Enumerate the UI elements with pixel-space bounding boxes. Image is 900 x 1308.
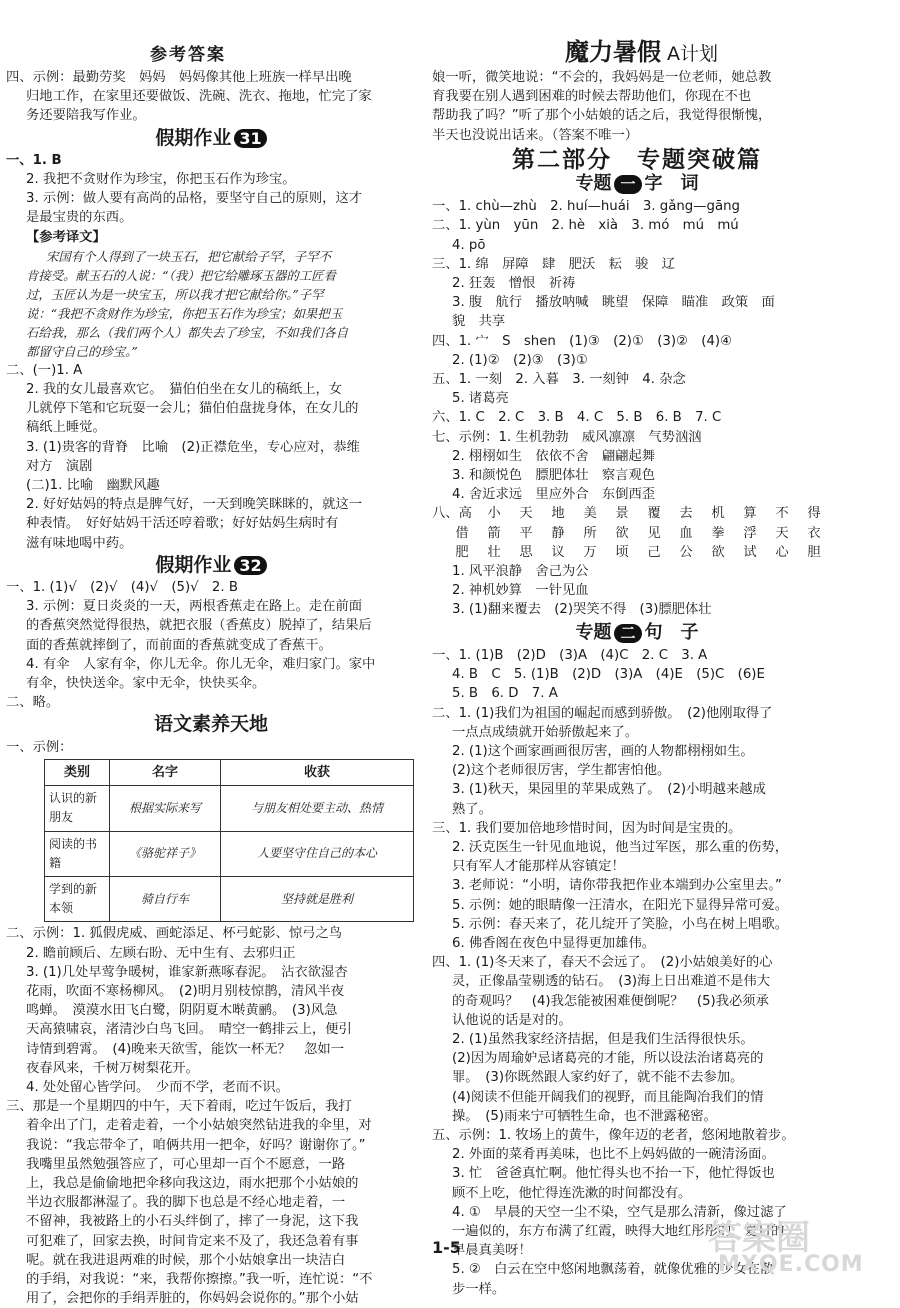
grid-cell: 去: [679, 506, 693, 522]
topic-name: 字 词: [644, 173, 699, 195]
text-line: 说：“我把不贪财作为珍宝，你把玉石作为珍宝；如果把玉: [26, 305, 343, 321]
text-line: 面的香蕉就摔倒了，而前面的香蕉就变成了香蕉干。: [26, 637, 332, 653]
grid-cell: 算: [743, 506, 757, 522]
grid-cell: 美: [583, 506, 597, 522]
text-line: 种表情。 好好姑妈干活还哼着歌；好好姑妈生病时有: [26, 516, 339, 532]
text-line: 3. 示例：做人要有高尚的品格，要坚守自己的原则，这才: [26, 191, 363, 207]
table-row: [45, 786, 414, 831]
text-line: 三、那是一个星期四的中午，天下着雨，吃过午饭后，我打: [6, 1099, 352, 1115]
text-line: 二、1. (1)我们为祖国的崛起而感到骄傲。 (2)他刚取得了: [432, 705, 773, 721]
grid-cell: 机: [711, 506, 725, 522]
section-title-32: [6, 553, 416, 576]
table-header: 类别: [45, 759, 110, 785]
grid-cell: 万: [583, 544, 597, 560]
text-line: 儿就停下笔和它玩耍一会儿；猫伯伯盘拢身体，在女儿的: [26, 401, 359, 417]
text-line: 用了，会把你的手绢弄脏的，你妈妈会说你的。”那个小姑: [26, 1291, 359, 1307]
topic-prefix: 专题: [575, 173, 612, 195]
brand-subtitle: A计划: [667, 43, 718, 65]
text-line: 6. 佛香阁在夜色中显得更加雄伟。: [452, 935, 656, 951]
text-line: 四、1. 宀 S shen (1)③ (2)① (3)② (4)④: [432, 333, 733, 349]
grid-cell: 心: [775, 544, 789, 560]
grid-cell: 血: [679, 525, 693, 541]
grid-cell: 得: [807, 506, 821, 522]
section-number-badge: 31: [234, 129, 266, 148]
text-line: 4. pō: [452, 237, 486, 253]
grid-cell: 箭: [487, 525, 501, 541]
text-line: 娘一听，微笑地说：“不会的，我妈妈是一位老师，她总教: [432, 70, 772, 85]
text-line: 只有军人才能那样从容镇定！: [452, 859, 625, 875]
text-line: 2. 栩栩如生 依依不舍 翩翩起舞: [452, 448, 656, 464]
table-cell: 根据实际来写: [110, 786, 221, 831]
grid-cell: 覆: [647, 506, 661, 522]
text-line: 2. (1)② (2)③ (3)①: [452, 352, 588, 368]
translation-block: [6, 247, 416, 361]
grid-cell: 公: [679, 544, 693, 560]
grid-row: [432, 504, 842, 523]
grid-cell: 天: [519, 506, 533, 522]
text-line: 着伞出了门，走着走着，一个小姑娘突然钻进我的伞里，对: [26, 1118, 372, 1134]
text-line: 一、1. (1)B (2)D (3)A (4)C 2. C 3. A: [432, 647, 708, 663]
table-cell: 与朋友相处要主动、热情: [220, 786, 413, 831]
grid-cell: 试: [743, 544, 757, 560]
grid-cell: 平: [519, 525, 533, 541]
text-line: 不留神，我被路上的小石头绊倒了，摔了一身泥，这下我: [26, 1214, 359, 1230]
grid-cell: 衣: [807, 525, 821, 541]
text-line: (2)这个老师很厉害，学生都害怕他。: [452, 763, 671, 779]
grid-row: [432, 524, 842, 543]
text-line: 七、示例：1. 生机勃勃 威风凛凛 气势汹汹: [432, 429, 702, 445]
text-line: 4. ① 早晨的天空一尘不染，空气是那么清新，像过滤了: [452, 1204, 787, 1220]
text-line: (4)阅读不但能开阔我们的视野，而且能陶冶我们的情: [452, 1089, 764, 1105]
text-line: 一、1. B: [6, 152, 62, 168]
text-line: 三、1. 绵 屏障 肆 肥沃 耘 骏 辽: [432, 256, 675, 272]
section-title-literacy: 语文素养天地: [153, 713, 268, 736]
text-line: 诗情到碧霄。 (4)晚来天欲雪，能饮一杯无？ 忽如一: [26, 1041, 345, 1057]
text-line: 一点点成绩就开始骄傲起来了。: [452, 724, 639, 740]
grid-cell: 静: [551, 525, 565, 541]
text-line: 育我要在别人遇到困难的时候去帮助他们，你现在不也: [432, 89, 752, 105]
text-line: 四、1. (1)冬天来了，春天不会远了。 (2)小姑娘美好的心: [432, 955, 773, 971]
text-line: 5. 诸葛亮: [452, 391, 509, 407]
table-cell: 阅读的书籍: [45, 831, 110, 876]
table-cell: 《骆驼祥子》: [110, 831, 221, 876]
grid-cell: 顷: [615, 544, 629, 560]
watermark-url: MXQE.COM: [718, 1252, 864, 1277]
table-cell: 认识的新朋友: [45, 786, 110, 831]
grid-cell: 小: [487, 506, 501, 522]
text-line: 3. (1)翻来覆去 (2)哭笑不得 (3)膘肥体壮: [452, 602, 712, 618]
text-line: 半天也没说出话来。（答案不唯一）: [432, 127, 639, 143]
text-line: 四、示例：最勤劳奖 妈妈 妈妈像其他上班族一样早出晚: [6, 70, 352, 85]
text-line: 肯接受。献玉石的人说：“（我）把它给雕琢玉器的工匠看: [26, 267, 336, 283]
grid-cell: 欲: [615, 525, 629, 541]
text-line: 2. 狂轰 憎恨 祈祷: [452, 276, 576, 292]
grid-cell: 景: [615, 506, 629, 522]
text-line: 我说：“我忘带伞了，咱俩共用一把伞，好吗？谢谢你了。”: [26, 1137, 366, 1153]
text-line: 4. 有伞 人家有伞，你儿无伞。你儿无伞，难归家门。家中: [26, 656, 376, 672]
text-line: 2. 瞻前顾后、左顾右盼、无中生有、去邪归正: [26, 945, 296, 961]
section-title-text: 假期作业: [155, 126, 232, 149]
text-line: 滋有味地喝中药。: [26, 535, 133, 551]
topic-number-badge: 一: [614, 175, 641, 194]
text-line: 对方 演剧: [26, 458, 93, 474]
grid-cell: 借: [455, 525, 469, 541]
text-line: 二、1. yùn yūn 2. hè xià 3. mó mú mú: [432, 218, 739, 234]
text-line: 顾不上吃，他忙得连洗漱的时间都没有。: [452, 1185, 692, 1201]
text-line: 3. 腹 航行 播放呐喊 眺望 保障 瞄准 政策 面: [452, 295, 775, 311]
text-line: 5. B 6. D 7. A: [452, 686, 558, 702]
text-line: 二、(一)1. A: [6, 362, 83, 378]
text-line: 2. 我把不贪财作为珍宝，你把玉石作为珍宝。: [26, 172, 296, 188]
text-line: 认他说的话是对的。: [452, 1012, 572, 1028]
text-line: 3. 示例：夏日炎炎的一天，两根香蕉走在路上。走在前面: [26, 599, 363, 615]
table-header: 名字: [110, 759, 221, 785]
grid-cell: 浮: [743, 525, 757, 541]
text-line: 天高猿啸哀，渚清沙白鸟飞回。 晴空一鹤排云上，便引: [26, 1022, 352, 1038]
text-line: 操。 (5)雨来宁可牺牲生命，也不泄露秘密。: [452, 1108, 717, 1124]
watermark-logo: 答案圈: [708, 1218, 810, 1258]
table-row: [45, 831, 414, 876]
header-left-title: 参考答案: [150, 45, 226, 65]
text-line: 务还要陪我写作业。: [26, 108, 146, 124]
brand-title: 魔力暑假: [565, 38, 661, 66]
text-line: 2. 沃克医生一针见血地说，他当过军医，那么重的伤势，: [452, 839, 789, 855]
header-right-title: [565, 32, 718, 67]
text-line: 的手绢，对我说：“来，我帮你擦擦。”我一听，连忙说：“不: [26, 1271, 373, 1287]
text-line: 花雨，吹面不寒杨柳风。 (2)明月别枝惊鹊，清风半夜: [26, 983, 345, 999]
text-line: 稿纸上睡觉。: [26, 420, 106, 436]
text-line: 2. 神机妙算 一针见血: [452, 583, 589, 599]
text-line: 4. B C 5. (1)B (2)D (3)A (4)E (5)C (6)E: [452, 667, 765, 683]
grid-cell: 壮: [487, 544, 501, 560]
text-line: 一、1. (1)√ (2)√ (4)√ (5)√ 2. B: [6, 580, 238, 596]
topic-name: 句 子: [644, 621, 699, 643]
text-line: 帮助我了吗？”听了那个小姑娘的话之后，我觉得很惭愧，: [432, 108, 772, 124]
text-line: (二)1. 比喻 幽默风趣: [26, 478, 160, 494]
grid-cell: 胆: [807, 544, 821, 560]
text-line: 貌 共享: [452, 314, 506, 330]
text-line: 有伞，快快送伞。家中无伞，快快买伞。: [26, 676, 266, 692]
text-line: 2. 好好姑妈的特点是脾气好，一天到晚笑眯眯的，就这一: [26, 497, 363, 513]
text-line: 三、1. 我们要加倍地珍惜时间，因为时间是宝贵的。: [432, 820, 742, 836]
harvest-table: [44, 759, 414, 922]
right-column: [432, 68, 842, 1299]
text-line: 5. 示例：她的眼睛像一汪清水，在阳光下显得异常可爱。: [452, 897, 789, 913]
topic-prefix: 专题: [575, 621, 612, 643]
text-line: 3. (1)贵客的背脊 比喻 (2)正襟危坐，专心应对，恭维: [26, 439, 360, 455]
text-line: 3. (1)几处早莺争暖树，谁家新燕啄春泥。 沾衣欲湿杏: [26, 964, 348, 980]
grid-cell: 思: [519, 544, 533, 560]
text-line: 石给我，那么（我们两个人）都失去了珍宝，不如我们各自: [26, 324, 349, 340]
text-line: 一、1. chù—zhù 2. huí—huái 3. gǎng—gāng: [432, 199, 740, 215]
topic-title-sentences: [432, 623, 842, 643]
text-line: 步一样。: [452, 1281, 506, 1297]
text-line: 2. (1)虽然我家经济拮据，但是我们生活得很快乐。: [452, 1031, 754, 1047]
text-line: 鸣蝉。 漠漠水田飞白鹭，阴阴夏木啭黄鹂。 (3)风急: [26, 1003, 338, 1019]
table-header-row: [45, 759, 414, 785]
grid-cell: 肥: [455, 544, 469, 560]
text-line: 一、示例：: [6, 739, 73, 755]
topic-title-words: [432, 174, 842, 194]
text-line: 是最宝贵的东西。: [26, 210, 133, 226]
table-cell: 人要坚守住自己的本心: [220, 831, 413, 876]
character-grid: [432, 504, 842, 562]
grid-cell: 不: [775, 506, 789, 522]
text-line: 灵，正像晶莹剔透的钻石。 (3)海上日出难道不是伟大: [452, 974, 771, 990]
table-header: 收获: [220, 759, 413, 785]
text-line: 五、1. 一刻 2. 入暮 3. 一刻钟 4. 杂念: [432, 372, 686, 388]
table-cell: 骑自行车: [110, 876, 221, 921]
text-line: 六、1. C 2. C 3. B 4. C 5. B 6. B 7. C: [432, 410, 722, 426]
text-line: 半边衣服都淋湿了。我的脚下也总是不经心地走着，一: [26, 1195, 346, 1211]
section-title-text: 假期作业: [155, 553, 232, 576]
text-line: 上，我总是偷偷地把伞移向我这边，雨水把那个小姑娘的: [26, 1175, 359, 1191]
grid-cell: 己: [647, 544, 661, 560]
grid-cell: 议: [551, 544, 565, 560]
text-line: 归地工作，在家里还要做饭、洗碗、洗衣、拖地，忙完了家: [26, 89, 372, 105]
text-line: 5. 示例：春天来了，花儿绽开了笑脸，小鸟在树上唱歌。: [452, 916, 789, 932]
grid-cell: 所: [583, 525, 597, 541]
section-title-31: [6, 126, 416, 149]
text-line: 5. ② 白云在空中悠闲地飘荡着，就像优雅的少女在散: [452, 1262, 774, 1278]
section-number-badge: 32: [234, 556, 266, 575]
topic-number-badge: 二: [614, 624, 641, 643]
page-number: 1-5: [432, 1238, 461, 1257]
text-line: 都留守自己的珍宝。”: [26, 343, 138, 359]
text-line: 4. 舍近求远 里应外合 东倒西歪: [452, 487, 656, 503]
grid-cell: 地: [551, 506, 565, 522]
text-line: 我嘴里虽然勉强答应了，可心里却一百个不愿意，一路: [26, 1156, 346, 1172]
left-column: [6, 68, 416, 1308]
table-row: [45, 876, 414, 921]
table-cell: 学到的新本领: [45, 876, 110, 921]
text-line: 呢。就在我进退两难的时候，那个小姑娘拿出一块洁白: [26, 1252, 346, 1268]
text-line: 熟了。: [452, 801, 492, 817]
text-line: 的香蕉突然觉得很热，就把衣服（香蕉皮）脱掉了，结果后: [26, 618, 372, 634]
translation-label: 【参考译文】: [26, 229, 106, 245]
grid-cell: 欲: [711, 544, 725, 560]
text-line: 一遍似的，东方布满了红霞，映得大地红彤彤的，夏日的: [452, 1223, 785, 1239]
text-line: 可犯难了，回家去换，时间肯定来不及了，我还急着有事: [26, 1233, 359, 1249]
grid-cell: 八、高: [432, 506, 472, 522]
part-two-title: 第二部分 专题突破篇: [512, 146, 762, 173]
text-line: 罪。 (3)你既然跟人家约好了，就不能不去参加。: [452, 1070, 744, 1086]
grid-row: [432, 543, 842, 562]
text-line: 早晨真美呀！: [452, 1243, 532, 1259]
text-line: 2. (1)这个画家画画很厉害，画的人物都栩栩如生。: [452, 743, 754, 759]
text-line: (2)因为周瑜妒忌诸葛亮的才能，所以设法治诸葛亮的: [452, 1051, 764, 1067]
text-line: 五、示例：1. 牧场上的黄牛，像年迈的老者，悠闲地散着步。: [432, 1127, 795, 1143]
text-line: 过，玉匠认为是一块宝玉，所以我才把它献给你。”子罕: [26, 286, 324, 302]
text-line: 3. 忙 爸爸真忙啊。他忙得头也不抬一下，他忙得饭也: [452, 1166, 775, 1182]
text-line: 1. 风平浪静 舍己为公: [452, 564, 589, 580]
table-cell: 坚持就是胜利: [220, 876, 413, 921]
text-line: 3. (1)秋天，果园里的苹果成熟了。 (2)小明越来越成: [452, 782, 766, 798]
text-line: 2. 我的女儿最喜欢它。 猫伯伯坐在女儿的稿纸上，女: [26, 382, 343, 398]
text-line: 二、略。: [6, 695, 60, 711]
grid-cell: 见: [647, 525, 661, 541]
text-line: 3. 老师说：“小明，请你带我把作业本端到办公室里去。”: [452, 878, 782, 894]
grid-cell: 天: [775, 525, 789, 541]
text-line: 宋国有个人得到了一块玉石，把它献给子罕，子罕不: [46, 248, 331, 264]
text-line: 2. 外面的菜肴再美味，也比不上妈妈做的一碗清汤面。: [452, 1147, 775, 1163]
text-line: 夜春风来，千树万树梨花开。: [26, 1060, 199, 1076]
text-line: 3. 和颜悦色 膘肥体壮 察言观色: [452, 468, 656, 484]
text-line: 二、示例：1. 狐假虎威、画蛇添足、杯弓蛇影、惊弓之鸟: [6, 926, 343, 942]
text-line: 的奇观吗？ (4)我怎能被困难便倒呢？ (5)我必须承: [452, 993, 769, 1009]
grid-cell: 拳: [711, 525, 725, 541]
text-line: 4. 处处留心皆学问。 少而不学，老而不识。: [26, 1079, 289, 1095]
